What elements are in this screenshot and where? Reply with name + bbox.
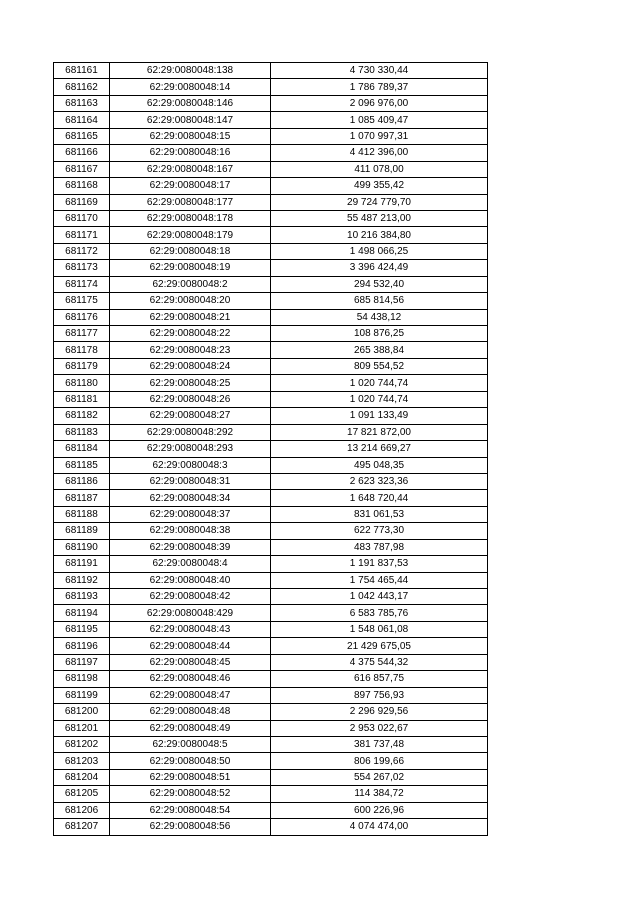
row-number-cell: 681172	[54, 243, 110, 259]
cadastral-number-cell: 62:29:0080048:37	[110, 506, 271, 522]
row-number-cell: 681169	[54, 194, 110, 210]
row-number-cell: 681183	[54, 424, 110, 440]
cadastral-value-cell: 1 070 997,31	[271, 128, 488, 144]
cadastral-number-cell: 62:29:0080048:43	[110, 621, 271, 637]
row-number-cell: 681181	[54, 391, 110, 407]
cadastral-value-cell: 4 375 544,32	[271, 654, 488, 670]
cadastral-number-cell: 62:29:0080048:38	[110, 523, 271, 539]
cadastral-value-cell: 4 730 330,44	[271, 63, 488, 79]
table-row	[54, 95, 488, 111]
table-row	[54, 243, 488, 259]
cadastral-value-cell: 897 756,93	[271, 687, 488, 703]
cadastral-value-cell: 483 787,98	[271, 539, 488, 555]
table-row	[54, 473, 488, 489]
cadastral-number-cell: 62:29:0080048:50	[110, 753, 271, 769]
cadastral-number-cell: 62:29:0080048:147	[110, 112, 271, 128]
row-number-cell: 681177	[54, 326, 110, 342]
cadastral-number-cell: 62:29:0080048:178	[110, 210, 271, 226]
cadastral-value-cell: 1 020 744,74	[271, 391, 488, 407]
cadastral-value-cell: 1 085 409,47	[271, 112, 488, 128]
table-row	[54, 342, 488, 358]
table-row	[54, 753, 488, 769]
cadastral-value-cell: 616 857,75	[271, 671, 488, 687]
cadastral-number-cell: 62:29:0080048:23	[110, 342, 271, 358]
table-row	[54, 638, 488, 654]
table-row	[54, 556, 488, 572]
cadastral-number-cell: 62:29:0080048:293	[110, 441, 271, 457]
table-row	[54, 391, 488, 407]
row-number-cell: 681173	[54, 260, 110, 276]
row-number-cell: 681162	[54, 79, 110, 95]
cadastral-number-cell: 62:29:0080048:429	[110, 605, 271, 621]
row-number-cell: 681196	[54, 638, 110, 654]
row-number-cell: 681164	[54, 112, 110, 128]
table-row	[54, 589, 488, 605]
row-number-cell: 681191	[54, 556, 110, 572]
cadastral-value-cell: 4 412 396,00	[271, 145, 488, 161]
cadastral-value-cell: 29 724 779,70	[271, 194, 488, 210]
table-row	[54, 227, 488, 243]
row-number-cell: 681193	[54, 589, 110, 605]
table-row	[54, 687, 488, 703]
table-row	[54, 441, 488, 457]
cadastral-number-cell: 62:29:0080048:34	[110, 490, 271, 506]
cadastral-value-cell: 1 548 061,08	[271, 621, 488, 637]
cadastral-number-cell: 62:29:0080048:177	[110, 194, 271, 210]
cadastral-value-cell: 809 554,52	[271, 358, 488, 374]
row-number-cell: 681186	[54, 473, 110, 489]
cadastral-number-cell: 62:29:0080048:54	[110, 802, 271, 818]
cadastral-value-cell: 10 216 384,80	[271, 227, 488, 243]
table-row	[54, 276, 488, 292]
cadastral-number-cell: 62:29:0080048:14	[110, 79, 271, 95]
cadastral-value-cell: 6 583 785,76	[271, 605, 488, 621]
cadastral-number-cell: 62:29:0080048:292	[110, 424, 271, 440]
cadastral-number-cell: 62:29:0080048:26	[110, 391, 271, 407]
cadastral-value-cell: 265 388,84	[271, 342, 488, 358]
cadastral-value-cell: 1 191 837,53	[271, 556, 488, 572]
table-row	[54, 572, 488, 588]
table-row	[54, 605, 488, 621]
cadastral-number-cell: 62:29:0080048:52	[110, 786, 271, 802]
cadastral-value-cell: 1 020 744,74	[271, 375, 488, 391]
table-row	[54, 260, 488, 276]
cadastral-value-table	[53, 62, 488, 836]
table-row	[54, 309, 488, 325]
table-row	[54, 769, 488, 785]
cadastral-value-cell: 108 876,25	[271, 326, 488, 342]
row-number-cell: 681174	[54, 276, 110, 292]
row-number-cell: 681179	[54, 358, 110, 374]
row-number-cell: 681165	[54, 128, 110, 144]
row-number-cell: 681176	[54, 309, 110, 325]
row-number-cell: 681170	[54, 210, 110, 226]
table-row	[54, 194, 488, 210]
row-number-cell: 681187	[54, 490, 110, 506]
table-row	[54, 293, 488, 309]
table-row	[54, 79, 488, 95]
cadastral-number-cell: 62:29:0080048:48	[110, 704, 271, 720]
cadastral-value-cell: 294 532,40	[271, 276, 488, 292]
cadastral-value-cell: 1 648 720,44	[271, 490, 488, 506]
row-number-cell: 681168	[54, 178, 110, 194]
cadastral-value-cell: 55 487 213,00	[271, 210, 488, 226]
cadastral-value-cell: 17 821 872,00	[271, 424, 488, 440]
row-number-cell: 681195	[54, 621, 110, 637]
row-number-cell: 681204	[54, 769, 110, 785]
cadastral-number-cell: 62:29:0080048:42	[110, 589, 271, 605]
cadastral-value-cell: 2 296 929,56	[271, 704, 488, 720]
cadastral-number-cell: 62:29:0080048:22	[110, 326, 271, 342]
cadastral-value-cell: 381 737,48	[271, 736, 488, 752]
table-row	[54, 424, 488, 440]
cadastral-value-cell: 685 814,56	[271, 293, 488, 309]
cadastral-value-cell: 114 384,72	[271, 786, 488, 802]
cadastral-value-cell: 600 226,96	[271, 802, 488, 818]
cadastral-number-cell: 62:29:0080048:45	[110, 654, 271, 670]
table-row	[54, 63, 488, 79]
cadastral-number-cell: 62:29:0080048:17	[110, 178, 271, 194]
cadastral-number-cell: 62:29:0080048:179	[110, 227, 271, 243]
row-number-cell: 681200	[54, 704, 110, 720]
cadastral-value-cell: 554 267,02	[271, 769, 488, 785]
table-row	[54, 802, 488, 818]
cadastral-value-cell: 2 623 323,36	[271, 473, 488, 489]
table-row	[54, 178, 488, 194]
cadastral-number-cell: 62:29:0080048:16	[110, 145, 271, 161]
cadastral-number-cell: 62:29:0080048:5	[110, 736, 271, 752]
cadastral-number-cell: 62:29:0080048:167	[110, 161, 271, 177]
cadastral-number-cell: 62:29:0080048:4	[110, 556, 271, 572]
cadastral-number-cell: 62:29:0080048:138	[110, 63, 271, 79]
row-number-cell: 681180	[54, 375, 110, 391]
cadastral-value-cell: 1 498 066,25	[271, 243, 488, 259]
row-number-cell: 681198	[54, 671, 110, 687]
row-number-cell: 681171	[54, 227, 110, 243]
row-number-cell: 681206	[54, 802, 110, 818]
row-number-cell: 681197	[54, 654, 110, 670]
table-row	[54, 408, 488, 424]
cadastral-value-cell: 54 438,12	[271, 309, 488, 325]
cadastral-value-cell: 499 355,42	[271, 178, 488, 194]
table-row	[54, 786, 488, 802]
cadastral-number-cell: 62:29:0080048:51	[110, 769, 271, 785]
row-number-cell: 681190	[54, 539, 110, 555]
table-row	[54, 621, 488, 637]
row-number-cell: 681202	[54, 736, 110, 752]
cadastral-value-cell: 495 048,35	[271, 457, 488, 473]
cadastral-value-cell: 1 091 133,49	[271, 408, 488, 424]
table-row	[54, 112, 488, 128]
table-row	[54, 210, 488, 226]
table-row	[54, 161, 488, 177]
cadastral-number-cell: 62:29:0080048:25	[110, 375, 271, 391]
table-row	[54, 326, 488, 342]
cadastral-number-cell: 62:29:0080048:15	[110, 128, 271, 144]
cadastral-number-cell: 62:29:0080048:39	[110, 539, 271, 555]
table-row	[54, 539, 488, 555]
cadastral-number-cell: 62:29:0080048:31	[110, 473, 271, 489]
table-row	[54, 457, 488, 473]
table-body	[54, 63, 488, 836]
cadastral-number-cell: 62:29:0080048:47	[110, 687, 271, 703]
row-number-cell: 681175	[54, 293, 110, 309]
row-number-cell: 681203	[54, 753, 110, 769]
cadastral-number-cell: 62:29:0080048:24	[110, 358, 271, 374]
row-number-cell: 681194	[54, 605, 110, 621]
cadastral-value-cell: 411 078,00	[271, 161, 488, 177]
cadastral-number-cell: 62:29:0080048:19	[110, 260, 271, 276]
cadastral-value-cell: 831 061,53	[271, 506, 488, 522]
cadastral-value-cell: 2 953 022,67	[271, 720, 488, 736]
row-number-cell: 681192	[54, 572, 110, 588]
row-number-cell: 681188	[54, 506, 110, 522]
cadastral-value-cell: 622 773,30	[271, 523, 488, 539]
cadastral-number-cell: 62:29:0080048:18	[110, 243, 271, 259]
cadastral-number-cell: 62:29:0080048:2	[110, 276, 271, 292]
cadastral-value-cell: 1 786 789,37	[271, 79, 488, 95]
row-number-cell: 681166	[54, 145, 110, 161]
row-number-cell: 681178	[54, 342, 110, 358]
table-row	[54, 375, 488, 391]
table-row	[54, 490, 488, 506]
row-number-cell: 681163	[54, 95, 110, 111]
table-row	[54, 736, 488, 752]
cadastral-value-cell: 21 429 675,05	[271, 638, 488, 654]
cadastral-value-cell: 2 096 976,00	[271, 95, 488, 111]
table-row	[54, 523, 488, 539]
cadastral-number-cell: 62:29:0080048:20	[110, 293, 271, 309]
table-row	[54, 506, 488, 522]
cadastral-value-cell: 1 754 465,44	[271, 572, 488, 588]
cadastral-number-cell: 62:29:0080048:56	[110, 819, 271, 835]
table-row	[54, 671, 488, 687]
row-number-cell: 681161	[54, 63, 110, 79]
row-number-cell: 681207	[54, 819, 110, 835]
cadastral-value-cell: 1 042 443,17	[271, 589, 488, 605]
cadastral-value-cell: 3 396 424,49	[271, 260, 488, 276]
cadastral-number-cell: 62:29:0080048:44	[110, 638, 271, 654]
cadastral-number-cell: 62:29:0080048:21	[110, 309, 271, 325]
cadastral-value-cell: 13 214 669,27	[271, 441, 488, 457]
row-number-cell: 681182	[54, 408, 110, 424]
row-number-cell: 681205	[54, 786, 110, 802]
row-number-cell: 681184	[54, 441, 110, 457]
table-row	[54, 819, 488, 835]
table-row	[54, 358, 488, 374]
cadastral-number-cell: 62:29:0080048:49	[110, 720, 271, 736]
table-row	[54, 704, 488, 720]
row-number-cell: 681201	[54, 720, 110, 736]
table-row	[54, 128, 488, 144]
cadastral-value-cell: 4 074 474,00	[271, 819, 488, 835]
cadastral-number-cell: 62:29:0080048:40	[110, 572, 271, 588]
row-number-cell: 681189	[54, 523, 110, 539]
table-row	[54, 145, 488, 161]
table-row	[54, 654, 488, 670]
cadastral-value-cell: 806 199,66	[271, 753, 488, 769]
row-number-cell: 681167	[54, 161, 110, 177]
cadastral-number-cell: 62:29:0080048:3	[110, 457, 271, 473]
cadastral-number-cell: 62:29:0080048:46	[110, 671, 271, 687]
cadastral-number-cell: 62:29:0080048:146	[110, 95, 271, 111]
table-row	[54, 720, 488, 736]
row-number-cell: 681185	[54, 457, 110, 473]
cadastral-number-cell: 62:29:0080048:27	[110, 408, 271, 424]
row-number-cell: 681199	[54, 687, 110, 703]
